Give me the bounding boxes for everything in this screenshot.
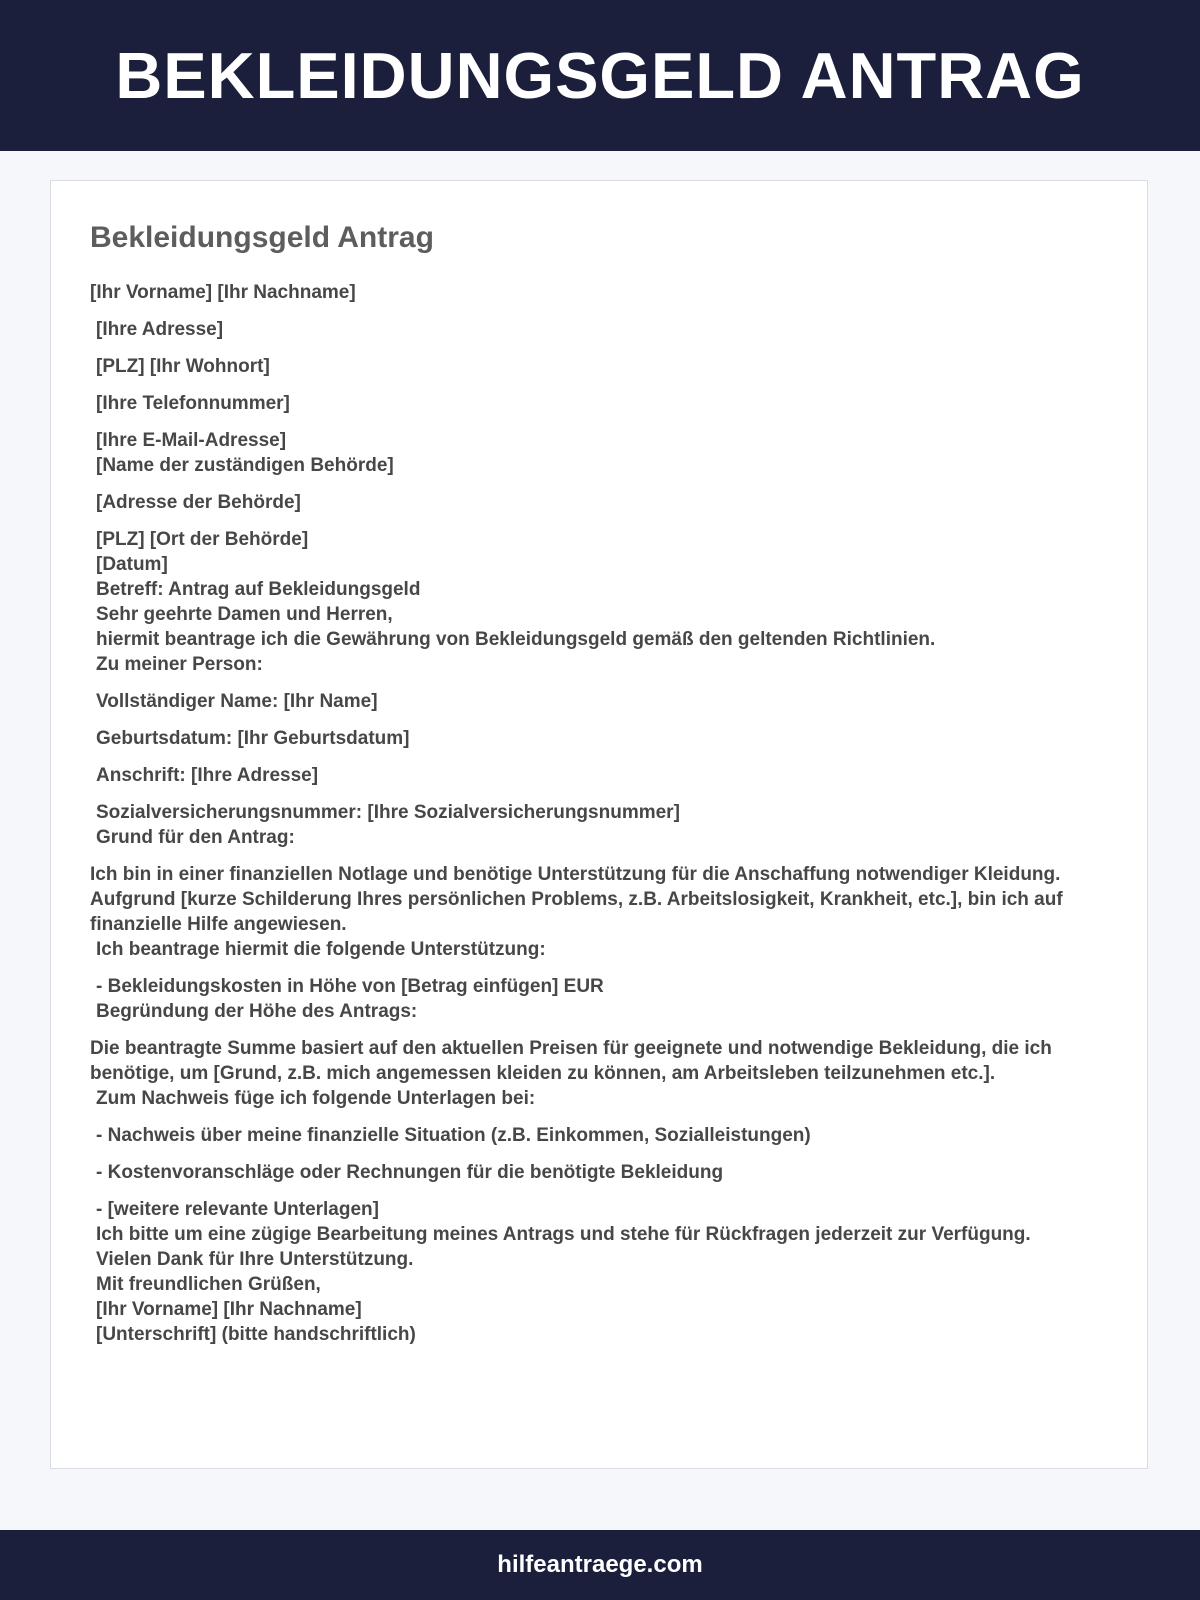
document-line: Sozialversicherungsnummer: [Ihre Sozialversicherungsnummer] xyxy=(96,802,680,823)
document-paragraph xyxy=(90,1036,1100,1111)
document-paragraph xyxy=(90,391,1100,416)
document-paragraph xyxy=(90,1160,1100,1185)
document-line: [PLZ] [Ihr Wohnort] xyxy=(96,356,270,377)
document-line: - [weitere relevante Unterlagen] xyxy=(96,1199,379,1220)
document-body xyxy=(90,280,1100,1359)
document-line: Ich bitte um eine zügige Bearbeitung meines Antrags und stehe für Rückfragen jederzeit zur Verfügung. xyxy=(96,1224,1031,1245)
document-paragraph xyxy=(90,490,1100,515)
document-line: Die beantragte Summe basiert auf den aktuellen Preisen für geeignete und notwendige Bekleidung, die ich benötige, um [Grund, z.B. mich angemessen kleiden zu können, am Arbeitsleben teilzunehmen etc.]. xyxy=(90,1038,1052,1084)
document-line: Anschrift: [Ihre Adresse] xyxy=(96,765,319,786)
document-line: - Kostenvoranschläge oder Rechnungen für die benötigte Bekleidung xyxy=(96,1162,724,1183)
document-paragraph xyxy=(90,280,1100,305)
page-header xyxy=(0,0,1200,151)
document-paragraph xyxy=(90,726,1100,751)
document-line: [Datum] xyxy=(96,554,168,575)
document-line: Grund für den Antrag: xyxy=(96,827,295,848)
document-title: Bekleidungsgeld Antrag xyxy=(90,221,434,254)
document-line: hiermit beantrage ich die Gewährung von Bekleidungsgeld gemäß den geltenden Richtlinien. xyxy=(96,629,936,650)
document-line: Geburtsdatum: [Ihr Geburtsdatum] xyxy=(96,728,410,749)
document-paragraph xyxy=(90,1197,1100,1347)
document-line: - Nachweis über meine finanzielle Situation (z.B. Einkommen, Sozialleistungen) xyxy=(96,1125,811,1146)
document-line: Vielen Dank für Ihre Unterstützung. xyxy=(96,1249,414,1270)
document-paragraph xyxy=(90,862,1100,962)
document-paragraph xyxy=(90,689,1100,714)
document-paragraph xyxy=(90,317,1100,342)
document-line: Ich beantrage hiermit die folgende Unterstützung: xyxy=(96,939,546,960)
document-line: [Ihre Telefonnummer] xyxy=(96,393,290,414)
document-line: [Ihr Vorname] [Ihr Nachname] xyxy=(90,282,356,303)
document-line: - Bekleidungskosten in Höhe von [Betrag einfügen] EUR xyxy=(96,976,604,997)
document-line: Zu meiner Person: xyxy=(96,654,263,675)
document-line: Begründung der Höhe des Antrags: xyxy=(96,1001,418,1022)
document-paragraph xyxy=(90,800,1100,850)
document-paragraph xyxy=(90,354,1100,379)
document-line: [Ihre Adresse] xyxy=(96,319,224,340)
document-line: [Name der zuständigen Behörde] xyxy=(96,455,394,476)
document-paragraph xyxy=(90,763,1100,788)
document-line: Ich bin in einer finanziellen Notlage und benötige Unterstützung für die Anschaffung notwendiger Kleidung. Aufgrund [kurze Schilderung Ihres persönlichen Problems, z.B. Arbeitslosigkeit, Krankheit, etc.], bin ich auf finanzielle Hilfe angewiesen. xyxy=(90,864,1063,935)
document-line: Vollständiger Name: [Ihr Name] xyxy=(96,691,378,712)
footer-site-link[interactable]: hilfeantraege.com xyxy=(497,1551,703,1578)
document-line: Mit freundlichen Grüßen, xyxy=(96,1274,321,1295)
document-line: Betreff: Antrag auf Bekleidungsgeld xyxy=(96,579,421,600)
header-title: BEKLEIDUNGSGELD ANTRAG xyxy=(115,39,1085,112)
document-line: [Ihre E-Mail-Adresse] xyxy=(96,430,287,451)
document-paragraph xyxy=(90,974,1100,1024)
document-paragraph xyxy=(90,527,1100,677)
document-line: [Unterschrift] (bitte handschriftlich) xyxy=(96,1324,416,1345)
document-line: [Adresse der Behörde] xyxy=(96,492,301,513)
page-footer xyxy=(0,1530,1200,1600)
document-line: Sehr geehrte Damen und Herren, xyxy=(96,604,393,625)
document-line: Zum Nachweis füge ich folgende Unterlagen bei: xyxy=(96,1088,536,1109)
document-line: [Ihr Vorname] [Ihr Nachname] xyxy=(96,1299,362,1320)
document-paragraph xyxy=(90,1123,1100,1148)
document-paragraph xyxy=(90,428,1100,478)
document-line: [PLZ] [Ort der Behörde] xyxy=(96,529,309,550)
